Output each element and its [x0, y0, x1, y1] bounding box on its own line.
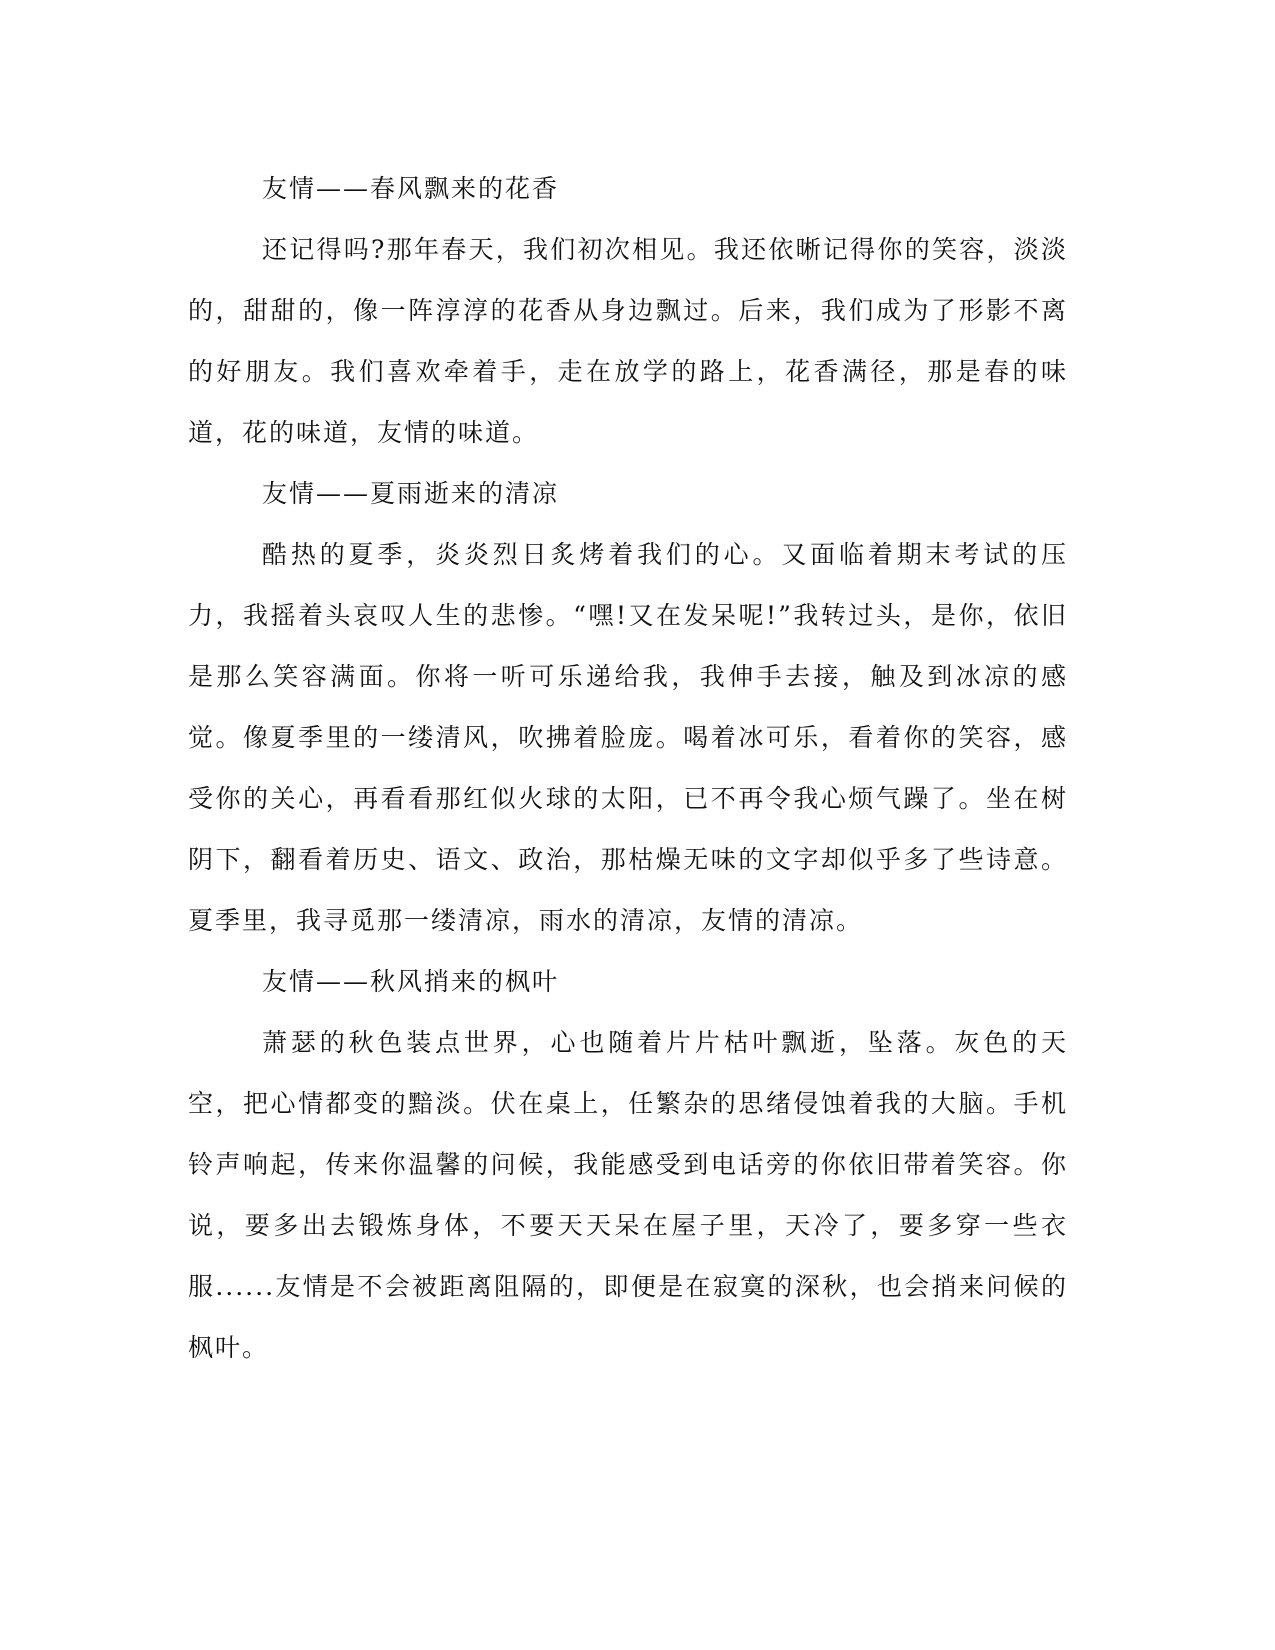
- section-heading-autumn: 友情——秋风捎来的枫叶: [262, 967, 560, 996]
- section-paragraph-spring: 还记得吗?那年春天，我们初次相见。我还依晰记得你的笑容，淡淡的，甜甜的，像一阵淳淳的花香从身边飘过。后来，我们成为了形影不离的好朋友。我们喜欢牵着手，走在放学的路上，花香满径，那是春的味道，花的味道，友情的味道。: [188, 235, 1068, 447]
- section-paragraph-autumn: 萧瑟的秋色装点世界，心也随着片片枯叶飘逝，坠落。灰色的天空，把心情都变的黯淡。伏在桌上，任繁杂的思绪侵蚀着我的大脑。手机铃声响起，传来你温馨的问候，我能感受到电话旁的你依旧带着笑容。你说，要多出去锻炼身体，不要天天呆在屋子里，天冷了，要多穿一些衣服......友情是不会被距离阻隔的，即便是在寂寞的深秋，也会捎来问候的枫叶。: [188, 1028, 1068, 1362]
- section-paragraph-summer: 酷热的夏季，炎炎烈日炙烤着我们的心。又面临着期末考试的压力，我摇着头哀叹人生的悲惨。“嘿!又在发呆呢!”我转过头，是你，依旧是那么笑容满面。你将一听可乐递给我，我伸手去接，触及到冰凉的感觉。像夏季里的一缕清风，吹拂着脸庞。喝着冰可乐，看着你的笑容，感受你的关心，再看看那红似火球的太阳，已不再令我心烦气躁了。坐在树阴下，翻看着历史、语文、政治，那枯燥无味的文字却似乎多了些诗意。夏季里，我寻觅那一缕清凉，雨水的清凉，友情的清凉。: [188, 540, 1068, 935]
- article-body: [188, 158, 1068, 1378]
- section-heading-spring: 友情——春风飘来的花香: [262, 174, 560, 203]
- section-heading-summer: 友情——夏雨逝来的清凉: [262, 479, 560, 508]
